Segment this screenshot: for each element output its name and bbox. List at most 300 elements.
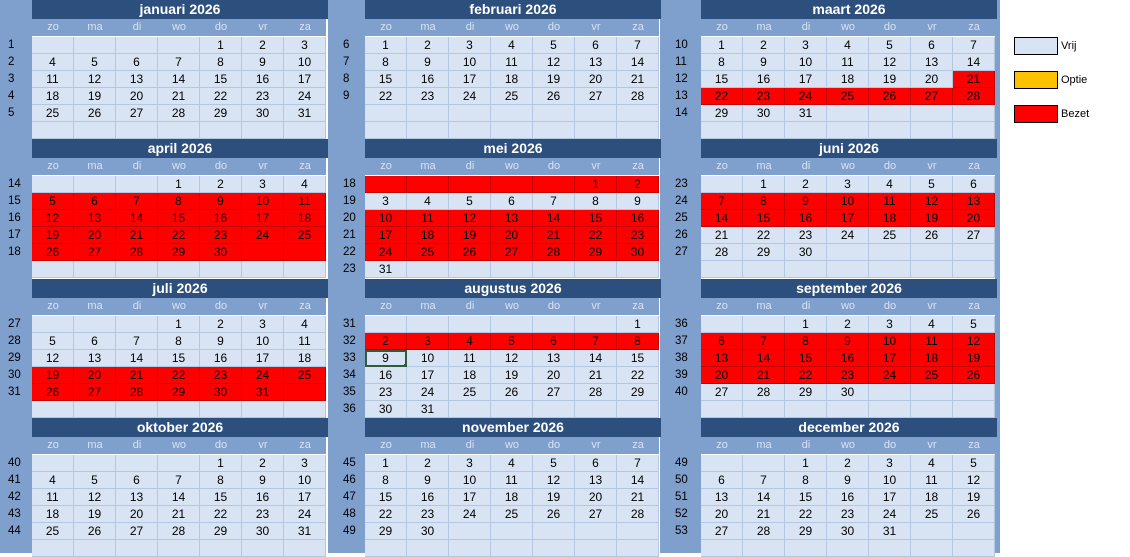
empty-cell[interactable] bbox=[533, 176, 575, 193]
day-cell[interactable]: 9 bbox=[200, 193, 242, 210]
empty-cell[interactable] bbox=[911, 523, 953, 540]
day-cell[interactable]: 18 bbox=[284, 210, 326, 227]
empty-cell[interactable] bbox=[785, 122, 827, 139]
day-cell[interactable]: 6 bbox=[491, 193, 533, 210]
day-cell[interactable]: 17 bbox=[284, 489, 326, 506]
day-cell[interactable]: 18 bbox=[449, 367, 491, 384]
day-cell[interactable]: 22 bbox=[575, 227, 617, 244]
day-cell[interactable]: 2 bbox=[407, 37, 449, 54]
day-cell[interactable]: 1 bbox=[701, 37, 743, 54]
day-cell[interactable]: 17 bbox=[407, 367, 449, 384]
day-cell[interactable]: 31 bbox=[284, 105, 326, 122]
day-cell[interactable]: 29 bbox=[743, 244, 785, 261]
day-cell[interactable]: 31 bbox=[242, 384, 284, 401]
day-cell[interactable]: 1 bbox=[200, 455, 242, 472]
day-cell[interactable]: 3 bbox=[407, 333, 449, 350]
empty-cell[interactable] bbox=[743, 261, 785, 278]
day-cell[interactable]: 23 bbox=[743, 88, 785, 105]
day-cell[interactable]: 18 bbox=[869, 210, 911, 227]
day-cell[interactable]: 11 bbox=[869, 193, 911, 210]
empty-cell[interactable] bbox=[827, 401, 869, 418]
day-cell[interactable]: 8 bbox=[575, 193, 617, 210]
day-cell[interactable]: 8 bbox=[785, 472, 827, 489]
day-cell[interactable]: 13 bbox=[701, 489, 743, 506]
day-cell[interactable]: 29 bbox=[200, 105, 242, 122]
day-cell[interactable]: 31 bbox=[284, 523, 326, 540]
empty-cell[interactable] bbox=[116, 455, 158, 472]
day-cell[interactable]: 14 bbox=[158, 489, 200, 506]
day-cell[interactable]: 26 bbox=[74, 105, 116, 122]
day-cell[interactable]: 23 bbox=[242, 88, 284, 105]
day-cell[interactable]: 1 bbox=[743, 176, 785, 193]
day-cell[interactable]: 11 bbox=[32, 71, 74, 88]
empty-cell[interactable] bbox=[533, 540, 575, 557]
empty-cell[interactable] bbox=[74, 261, 116, 278]
empty-cell[interactable] bbox=[953, 261, 995, 278]
day-cell[interactable]: 11 bbox=[407, 210, 449, 227]
day-cell[interactable]: 16 bbox=[743, 71, 785, 88]
day-cell[interactable]: 18 bbox=[407, 227, 449, 244]
empty-cell[interactable] bbox=[242, 261, 284, 278]
day-cell[interactable]: 6 bbox=[116, 472, 158, 489]
day-cell[interactable]: 30 bbox=[743, 105, 785, 122]
day-cell[interactable]: 8 bbox=[200, 472, 242, 489]
day-cell[interactable]: 23 bbox=[407, 506, 449, 523]
day-cell[interactable]: 25 bbox=[491, 88, 533, 105]
day-cell[interactable]: 4 bbox=[449, 333, 491, 350]
day-cell[interactable]: 10 bbox=[449, 472, 491, 489]
day-cell[interactable]: 22 bbox=[617, 367, 659, 384]
day-cell[interactable]: 12 bbox=[74, 71, 116, 88]
day-cell[interactable]: 9 bbox=[827, 333, 869, 350]
day-cell[interactable]: 17 bbox=[869, 350, 911, 367]
day-cell[interactable]: 2 bbox=[200, 176, 242, 193]
day-cell[interactable]: 7 bbox=[743, 333, 785, 350]
day-cell[interactable]: 18 bbox=[911, 489, 953, 506]
day-cell[interactable]: 3 bbox=[284, 455, 326, 472]
empty-cell[interactable] bbox=[533, 401, 575, 418]
day-cell[interactable]: 16 bbox=[200, 210, 242, 227]
empty-cell[interactable] bbox=[449, 401, 491, 418]
empty-cell[interactable] bbox=[911, 384, 953, 401]
day-cell[interactable]: 26 bbox=[74, 523, 116, 540]
day-cell[interactable]: 7 bbox=[158, 472, 200, 489]
day-cell[interactable]: 22 bbox=[158, 227, 200, 244]
day-cell[interactable]: 29 bbox=[200, 523, 242, 540]
day-cell[interactable]: 14 bbox=[158, 71, 200, 88]
empty-cell[interactable] bbox=[701, 122, 743, 139]
empty-cell[interactable] bbox=[911, 401, 953, 418]
empty-cell[interactable] bbox=[74, 540, 116, 557]
day-cell[interactable]: 21 bbox=[575, 367, 617, 384]
day-cell[interactable]: 14 bbox=[743, 489, 785, 506]
empty-cell[interactable] bbox=[869, 540, 911, 557]
empty-cell[interactable] bbox=[116, 261, 158, 278]
day-cell[interactable]: 19 bbox=[74, 506, 116, 523]
empty-cell[interactable] bbox=[617, 401, 659, 418]
day-cell[interactable]: 10 bbox=[785, 54, 827, 71]
day-cell[interactable]: 25 bbox=[491, 506, 533, 523]
day-cell[interactable]: 6 bbox=[911, 37, 953, 54]
day-cell[interactable]: 17 bbox=[242, 210, 284, 227]
day-cell[interactable]: 12 bbox=[953, 472, 995, 489]
empty-cell[interactable] bbox=[449, 105, 491, 122]
day-cell[interactable]: 13 bbox=[575, 54, 617, 71]
day-cell[interactable]: 30 bbox=[365, 401, 407, 418]
day-cell[interactable]: 17 bbox=[449, 71, 491, 88]
day-cell[interactable]: 9 bbox=[743, 54, 785, 71]
day-cell[interactable]: 6 bbox=[953, 176, 995, 193]
empty-cell[interactable] bbox=[284, 244, 326, 261]
day-cell[interactable]: 26 bbox=[449, 244, 491, 261]
empty-cell[interactable] bbox=[533, 105, 575, 122]
day-cell[interactable]: 20 bbox=[575, 71, 617, 88]
empty-cell[interactable] bbox=[869, 261, 911, 278]
day-cell[interactable]: 1 bbox=[158, 176, 200, 193]
day-cell[interactable]: 10 bbox=[449, 54, 491, 71]
day-cell[interactable]: 21 bbox=[617, 71, 659, 88]
day-cell[interactable]: 25 bbox=[32, 105, 74, 122]
day-cell[interactable]: 15 bbox=[575, 210, 617, 227]
empty-cell[interactable] bbox=[449, 316, 491, 333]
empty-cell[interactable] bbox=[491, 540, 533, 557]
day-cell[interactable]: 5 bbox=[491, 333, 533, 350]
day-cell[interactable]: 8 bbox=[743, 193, 785, 210]
day-cell[interactable]: 28 bbox=[701, 244, 743, 261]
day-cell[interactable]: 1 bbox=[158, 316, 200, 333]
day-cell[interactable]: 20 bbox=[701, 506, 743, 523]
day-cell[interactable]: 5 bbox=[74, 472, 116, 489]
empty-cell[interactable] bbox=[701, 455, 743, 472]
day-cell[interactable]: 8 bbox=[701, 54, 743, 71]
empty-cell[interactable] bbox=[785, 401, 827, 418]
empty-cell[interactable] bbox=[533, 122, 575, 139]
empty-cell[interactable] bbox=[743, 401, 785, 418]
day-cell[interactable]: 25 bbox=[911, 506, 953, 523]
day-cell[interactable]: 9 bbox=[407, 472, 449, 489]
day-cell[interactable]: 22 bbox=[365, 506, 407, 523]
empty-cell[interactable] bbox=[158, 261, 200, 278]
day-cell[interactable]: 31 bbox=[407, 401, 449, 418]
empty-cell[interactable] bbox=[953, 384, 995, 401]
day-cell[interactable]: 10 bbox=[827, 193, 869, 210]
day-cell[interactable]: 5 bbox=[74, 54, 116, 71]
empty-cell[interactable] bbox=[827, 122, 869, 139]
day-cell[interactable]: 19 bbox=[74, 88, 116, 105]
day-cell[interactable]: 27 bbox=[116, 105, 158, 122]
day-cell[interactable]: 16 bbox=[827, 489, 869, 506]
day-cell[interactable]: 28 bbox=[533, 244, 575, 261]
day-cell[interactable]: 7 bbox=[701, 193, 743, 210]
empty-cell[interactable] bbox=[32, 122, 74, 139]
day-cell[interactable]: 1 bbox=[200, 37, 242, 54]
day-cell[interactable]: 30 bbox=[785, 244, 827, 261]
day-cell[interactable]: 28 bbox=[116, 244, 158, 261]
empty-cell[interactable] bbox=[242, 244, 284, 261]
day-cell[interactable]: 12 bbox=[911, 193, 953, 210]
day-cell[interactable]: 10 bbox=[407, 350, 449, 367]
day-cell[interactable]: 14 bbox=[743, 350, 785, 367]
day-cell[interactable]: 4 bbox=[911, 316, 953, 333]
empty-cell[interactable] bbox=[116, 37, 158, 54]
empty-cell[interactable] bbox=[911, 105, 953, 122]
day-cell[interactable]: 15 bbox=[785, 489, 827, 506]
day-cell[interactable]: 6 bbox=[575, 37, 617, 54]
day-cell[interactable]: 14 bbox=[575, 350, 617, 367]
day-cell[interactable]: 9 bbox=[365, 350, 407, 367]
day-cell[interactable]: 13 bbox=[911, 54, 953, 71]
day-cell[interactable]: 18 bbox=[491, 71, 533, 88]
day-cell[interactable]: 9 bbox=[242, 54, 284, 71]
empty-cell[interactable] bbox=[869, 401, 911, 418]
empty-cell[interactable] bbox=[242, 401, 284, 418]
day-cell[interactable]: 7 bbox=[617, 37, 659, 54]
empty-cell[interactable] bbox=[449, 176, 491, 193]
day-cell[interactable]: 20 bbox=[911, 71, 953, 88]
day-cell[interactable]: 3 bbox=[449, 37, 491, 54]
day-cell[interactable]: 24 bbox=[284, 88, 326, 105]
empty-cell[interactable] bbox=[200, 540, 242, 557]
day-cell[interactable]: 30 bbox=[242, 523, 284, 540]
day-cell[interactable]: 31 bbox=[785, 105, 827, 122]
empty-cell[interactable] bbox=[449, 540, 491, 557]
empty-cell[interactable] bbox=[449, 261, 491, 278]
day-cell[interactable]: 5 bbox=[869, 37, 911, 54]
day-cell[interactable]: 29 bbox=[701, 105, 743, 122]
empty-cell[interactable] bbox=[575, 261, 617, 278]
empty-cell[interactable] bbox=[869, 122, 911, 139]
day-cell[interactable]: 27 bbox=[575, 88, 617, 105]
empty-cell[interactable] bbox=[491, 401, 533, 418]
day-cell[interactable]: 17 bbox=[827, 210, 869, 227]
day-cell[interactable]: 3 bbox=[869, 316, 911, 333]
empty-cell[interactable] bbox=[869, 105, 911, 122]
day-cell[interactable]: 7 bbox=[953, 37, 995, 54]
day-cell[interactable]: 21 bbox=[953, 71, 995, 88]
day-cell[interactable]: 1 bbox=[617, 316, 659, 333]
day-cell[interactable]: 12 bbox=[32, 210, 74, 227]
day-cell[interactable]: 20 bbox=[533, 367, 575, 384]
day-cell[interactable]: 15 bbox=[701, 71, 743, 88]
day-cell[interactable]: 2 bbox=[827, 316, 869, 333]
day-cell[interactable]: 11 bbox=[911, 333, 953, 350]
day-cell[interactable]: 19 bbox=[953, 489, 995, 506]
day-cell[interactable]: 11 bbox=[449, 350, 491, 367]
day-cell[interactable]: 14 bbox=[617, 54, 659, 71]
empty-cell[interactable] bbox=[74, 316, 116, 333]
empty-cell[interactable] bbox=[200, 261, 242, 278]
day-cell[interactable]: 9 bbox=[785, 193, 827, 210]
empty-cell[interactable] bbox=[533, 316, 575, 333]
day-cell[interactable]: 20 bbox=[74, 367, 116, 384]
day-cell[interactable]: 12 bbox=[491, 350, 533, 367]
day-cell[interactable]: 22 bbox=[158, 367, 200, 384]
day-cell[interactable]: 27 bbox=[74, 244, 116, 261]
empty-cell[interactable] bbox=[743, 540, 785, 557]
day-cell[interactable]: 14 bbox=[953, 54, 995, 71]
day-cell[interactable]: 13 bbox=[491, 210, 533, 227]
day-cell[interactable]: 5 bbox=[32, 333, 74, 350]
day-cell[interactable]: 23 bbox=[785, 227, 827, 244]
empty-cell[interactable] bbox=[953, 523, 995, 540]
day-cell[interactable]: 10 bbox=[242, 193, 284, 210]
day-cell[interactable]: 28 bbox=[617, 506, 659, 523]
day-cell[interactable]: 9 bbox=[407, 54, 449, 71]
day-cell[interactable]: 3 bbox=[242, 316, 284, 333]
day-cell[interactable]: 16 bbox=[200, 350, 242, 367]
day-cell[interactable]: 6 bbox=[533, 333, 575, 350]
day-cell[interactable]: 26 bbox=[953, 367, 995, 384]
day-cell[interactable]: 7 bbox=[617, 455, 659, 472]
day-cell[interactable]: 8 bbox=[365, 472, 407, 489]
empty-cell[interactable] bbox=[284, 122, 326, 139]
day-cell[interactable]: 24 bbox=[242, 367, 284, 384]
day-cell[interactable]: 10 bbox=[242, 333, 284, 350]
day-cell[interactable]: 2 bbox=[827, 455, 869, 472]
empty-cell[interactable] bbox=[74, 401, 116, 418]
empty-cell[interactable] bbox=[284, 540, 326, 557]
day-cell[interactable]: 26 bbox=[32, 384, 74, 401]
empty-cell[interactable] bbox=[701, 401, 743, 418]
empty-cell[interactable] bbox=[284, 261, 326, 278]
day-cell[interactable]: 25 bbox=[869, 227, 911, 244]
empty-cell[interactable] bbox=[158, 37, 200, 54]
day-cell[interactable]: 19 bbox=[491, 367, 533, 384]
day-cell[interactable]: 11 bbox=[827, 54, 869, 71]
day-cell[interactable]: 11 bbox=[284, 193, 326, 210]
day-cell[interactable]: 22 bbox=[785, 506, 827, 523]
day-cell[interactable]: 22 bbox=[743, 227, 785, 244]
day-cell[interactable]: 12 bbox=[869, 54, 911, 71]
empty-cell[interactable] bbox=[74, 122, 116, 139]
empty-cell[interactable] bbox=[407, 176, 449, 193]
empty-cell[interactable] bbox=[158, 540, 200, 557]
day-cell[interactable]: 21 bbox=[158, 506, 200, 523]
empty-cell[interactable] bbox=[407, 105, 449, 122]
day-cell[interactable]: 18 bbox=[911, 350, 953, 367]
day-cell[interactable]: 31 bbox=[869, 523, 911, 540]
day-cell[interactable]: 2 bbox=[200, 316, 242, 333]
empty-cell[interactable] bbox=[200, 401, 242, 418]
day-cell[interactable]: 16 bbox=[617, 210, 659, 227]
day-cell[interactable]: 29 bbox=[785, 523, 827, 540]
day-cell[interactable]: 7 bbox=[575, 333, 617, 350]
day-cell[interactable]: 26 bbox=[911, 227, 953, 244]
day-cell[interactable]: 11 bbox=[911, 472, 953, 489]
day-cell[interactable]: 19 bbox=[449, 227, 491, 244]
day-cell[interactable]: 4 bbox=[911, 455, 953, 472]
day-cell[interactable]: 24 bbox=[242, 227, 284, 244]
empty-cell[interactable] bbox=[491, 122, 533, 139]
day-cell[interactable]: 22 bbox=[200, 506, 242, 523]
day-cell[interactable]: 28 bbox=[158, 105, 200, 122]
day-cell[interactable]: 6 bbox=[74, 333, 116, 350]
day-cell[interactable]: 24 bbox=[785, 88, 827, 105]
day-cell[interactable]: 24 bbox=[365, 244, 407, 261]
empty-cell[interactable] bbox=[491, 105, 533, 122]
day-cell[interactable]: 4 bbox=[491, 455, 533, 472]
day-cell[interactable]: 21 bbox=[617, 489, 659, 506]
day-cell[interactable]: 20 bbox=[116, 88, 158, 105]
day-cell[interactable]: 2 bbox=[407, 455, 449, 472]
day-cell[interactable]: 8 bbox=[617, 333, 659, 350]
empty-cell[interactable] bbox=[575, 401, 617, 418]
day-cell[interactable]: 28 bbox=[743, 523, 785, 540]
day-cell[interactable]: 24 bbox=[449, 88, 491, 105]
day-cell[interactable]: 27 bbox=[701, 384, 743, 401]
empty-cell[interactable] bbox=[701, 261, 743, 278]
day-cell[interactable]: 17 bbox=[284, 71, 326, 88]
day-cell[interactable]: 15 bbox=[158, 210, 200, 227]
day-cell[interactable]: 24 bbox=[869, 367, 911, 384]
empty-cell[interactable] bbox=[158, 401, 200, 418]
day-cell[interactable]: 4 bbox=[827, 37, 869, 54]
day-cell[interactable]: 30 bbox=[617, 244, 659, 261]
day-cell[interactable]: 23 bbox=[242, 506, 284, 523]
day-cell[interactable]: 18 bbox=[32, 88, 74, 105]
day-cell[interactable]: 31 bbox=[365, 261, 407, 278]
day-cell[interactable]: 13 bbox=[116, 71, 158, 88]
empty-cell[interactable] bbox=[407, 261, 449, 278]
empty-cell[interactable] bbox=[116, 316, 158, 333]
day-cell[interactable]: 29 bbox=[785, 384, 827, 401]
day-cell[interactable]: 12 bbox=[32, 350, 74, 367]
day-cell[interactable]: 27 bbox=[74, 384, 116, 401]
day-cell[interactable]: 22 bbox=[785, 367, 827, 384]
day-cell[interactable]: 5 bbox=[533, 37, 575, 54]
day-cell[interactable]: 26 bbox=[533, 88, 575, 105]
day-cell[interactable]: 24 bbox=[449, 506, 491, 523]
empty-cell[interactable] bbox=[827, 244, 869, 261]
day-cell[interactable]: 28 bbox=[158, 523, 200, 540]
day-cell[interactable]: 12 bbox=[953, 333, 995, 350]
day-cell[interactable]: 2 bbox=[365, 333, 407, 350]
empty-cell[interactable] bbox=[365, 122, 407, 139]
empty-cell[interactable] bbox=[785, 261, 827, 278]
day-cell[interactable]: 3 bbox=[242, 176, 284, 193]
day-cell[interactable]: 17 bbox=[869, 489, 911, 506]
day-cell[interactable]: 13 bbox=[533, 350, 575, 367]
day-cell[interactable]: 19 bbox=[32, 227, 74, 244]
day-cell[interactable]: 26 bbox=[533, 506, 575, 523]
empty-cell[interactable] bbox=[869, 384, 911, 401]
empty-cell[interactable] bbox=[491, 316, 533, 333]
day-cell[interactable]: 4 bbox=[407, 193, 449, 210]
day-cell[interactable]: 16 bbox=[827, 350, 869, 367]
day-cell[interactable]: 20 bbox=[116, 506, 158, 523]
empty-cell[interactable] bbox=[449, 523, 491, 540]
day-cell[interactable]: 1 bbox=[365, 455, 407, 472]
day-cell[interactable]: 13 bbox=[701, 350, 743, 367]
day-cell[interactable]: 9 bbox=[200, 333, 242, 350]
empty-cell[interactable] bbox=[953, 122, 995, 139]
day-cell[interactable]: 16 bbox=[785, 210, 827, 227]
day-cell[interactable]: 28 bbox=[116, 384, 158, 401]
day-cell[interactable]: 24 bbox=[284, 506, 326, 523]
day-cell[interactable]: 23 bbox=[365, 384, 407, 401]
day-cell[interactable]: 15 bbox=[200, 489, 242, 506]
day-cell[interactable]: 6 bbox=[575, 455, 617, 472]
day-cell[interactable]: 11 bbox=[491, 54, 533, 71]
day-cell[interactable]: 5 bbox=[911, 176, 953, 193]
empty-cell[interactable] bbox=[575, 316, 617, 333]
day-cell[interactable]: 20 bbox=[74, 227, 116, 244]
day-cell[interactable]: 1 bbox=[575, 176, 617, 193]
empty-cell[interactable] bbox=[407, 316, 449, 333]
empty-cell[interactable] bbox=[827, 105, 869, 122]
day-cell[interactable]: 4 bbox=[869, 176, 911, 193]
day-cell[interactable]: 25 bbox=[284, 227, 326, 244]
